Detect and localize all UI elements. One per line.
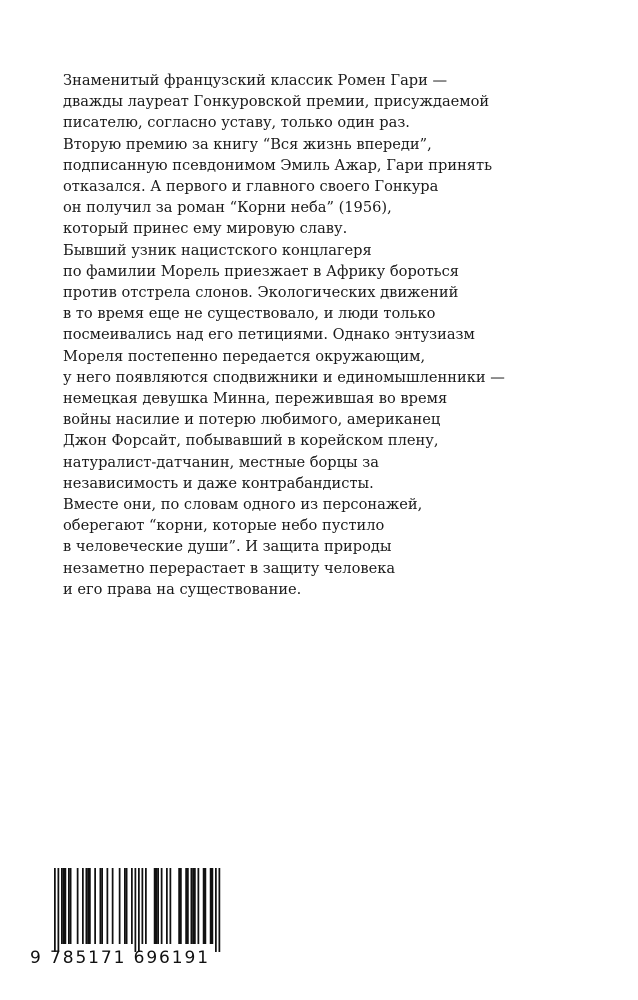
- description-line: войны насилие и потерю любимого, американец: [63, 411, 441, 429]
- barcode-bar: [154, 868, 156, 944]
- description-line: у него появляются сподвижники и единомышленники —: [63, 368, 505, 386]
- isbn-number: 9 785171 696191: [30, 948, 210, 968]
- barcode-bar: [124, 868, 126, 944]
- barcode-bar: [187, 868, 189, 944]
- barcode-bar: [82, 868, 84, 944]
- barcode-bar: [54, 868, 56, 952]
- barcode-bar: [112, 868, 114, 944]
- barcode-bar: [219, 868, 221, 952]
- description-line: который принес ему мировую славу.: [63, 220, 348, 238]
- description-line: оберегают “корни, которые небо пустило: [63, 517, 385, 535]
- description-line: по фамилии Морель приезжает в Африку бороться: [63, 262, 459, 280]
- description-line: Вместе они, по словам одного из персонажей,: [63, 496, 423, 514]
- description-line: Вторую премию за книгу “Вся жизнь впереди”,: [63, 135, 432, 153]
- isbn-barcode: [30, 868, 222, 978]
- barcode-bar: [203, 868, 205, 944]
- barcode-bar: [119, 868, 121, 944]
- barcode-bar: [198, 868, 200, 944]
- book-description: [63, 70, 505, 600]
- barcode-bar: [161, 868, 163, 944]
- barcode-bar: [63, 868, 65, 944]
- barcode-bar: [194, 868, 196, 944]
- barcode-bar: [61, 868, 63, 944]
- barcode-bar: [135, 868, 137, 952]
- barcode-bar: [65, 868, 67, 944]
- barcode-bar: [156, 868, 158, 944]
- barcode-bar: [166, 868, 168, 944]
- description-line: независимость и даже контрабандисты.: [63, 474, 374, 492]
- description-line: немецкая девушка Минна, пережившая во время: [63, 390, 448, 408]
- barcode-bar: [126, 868, 128, 944]
- barcode-bar: [142, 868, 144, 944]
- description-line: дважды лауреат Гонкуровской премии, присуждаемой: [63, 93, 490, 111]
- barcode-bar: [170, 868, 172, 944]
- description-line: отказался. А первого и главного своего Гонкура: [63, 178, 439, 196]
- description-line: Мореля постепенно передается окружающим,: [63, 347, 426, 365]
- barcode-bar: [191, 868, 193, 944]
- description-line: в человеческие души”. И защита природы: [63, 538, 392, 556]
- barcode-bar: [215, 868, 217, 952]
- barcode-bar: [94, 868, 96, 944]
- barcode-bar: [101, 868, 103, 944]
- description-line: подписанную псевдонимом Эмиль Ажар, Гари принять: [63, 156, 493, 174]
- barcode-bar: [107, 868, 109, 944]
- description-line: писателю, согласно уставу, только один раз.: [63, 114, 410, 132]
- description-line: посмеивались над его петициями. Однако энтузиазм: [63, 326, 475, 344]
- description-line: в то время еще не существовало, и люди только: [63, 305, 436, 323]
- barcode-bar: [131, 868, 133, 944]
- description-line: натуралист-датчанин, местные борцы за: [63, 453, 379, 471]
- barcode-bar: [205, 868, 207, 944]
- barcode-bar: [58, 868, 60, 952]
- barcode-bar: [68, 868, 70, 944]
- barcode-bar: [185, 868, 187, 944]
- barcode-bar: [192, 868, 194, 944]
- barcode-bar: [87, 868, 89, 944]
- description-line: он получил за роман “Корни неба” (1956),: [63, 199, 392, 217]
- barcode-bar: [180, 868, 182, 944]
- barcode-bar: [100, 868, 102, 944]
- description-line: Бывший узник нацистского концлагеря: [63, 241, 372, 259]
- description-line: против отстрела слонов. Экологических движений: [63, 284, 459, 302]
- barcode-bar: [86, 868, 88, 944]
- barcode-bar: [70, 868, 72, 944]
- barcode-bar: [210, 868, 212, 944]
- barcode-bars: [30, 868, 222, 952]
- barcode-bar: [178, 868, 180, 944]
- barcode-bar: [89, 868, 91, 944]
- barcode-bar: [145, 868, 147, 944]
- description-line: незаметно перерастает в защиту человека: [63, 559, 396, 577]
- description-line: Знаменитый французский классик Ромен Гари —: [63, 72, 448, 89]
- barcode-bar: [138, 868, 140, 952]
- barcode-bar: [77, 868, 79, 944]
- description-line: Джон Форсайт, побывавший в корейском плену,: [63, 432, 439, 450]
- barcode-bar: [212, 868, 214, 944]
- description-line: и его права на существование.: [63, 580, 302, 598]
- barcode-bar: [157, 868, 159, 944]
